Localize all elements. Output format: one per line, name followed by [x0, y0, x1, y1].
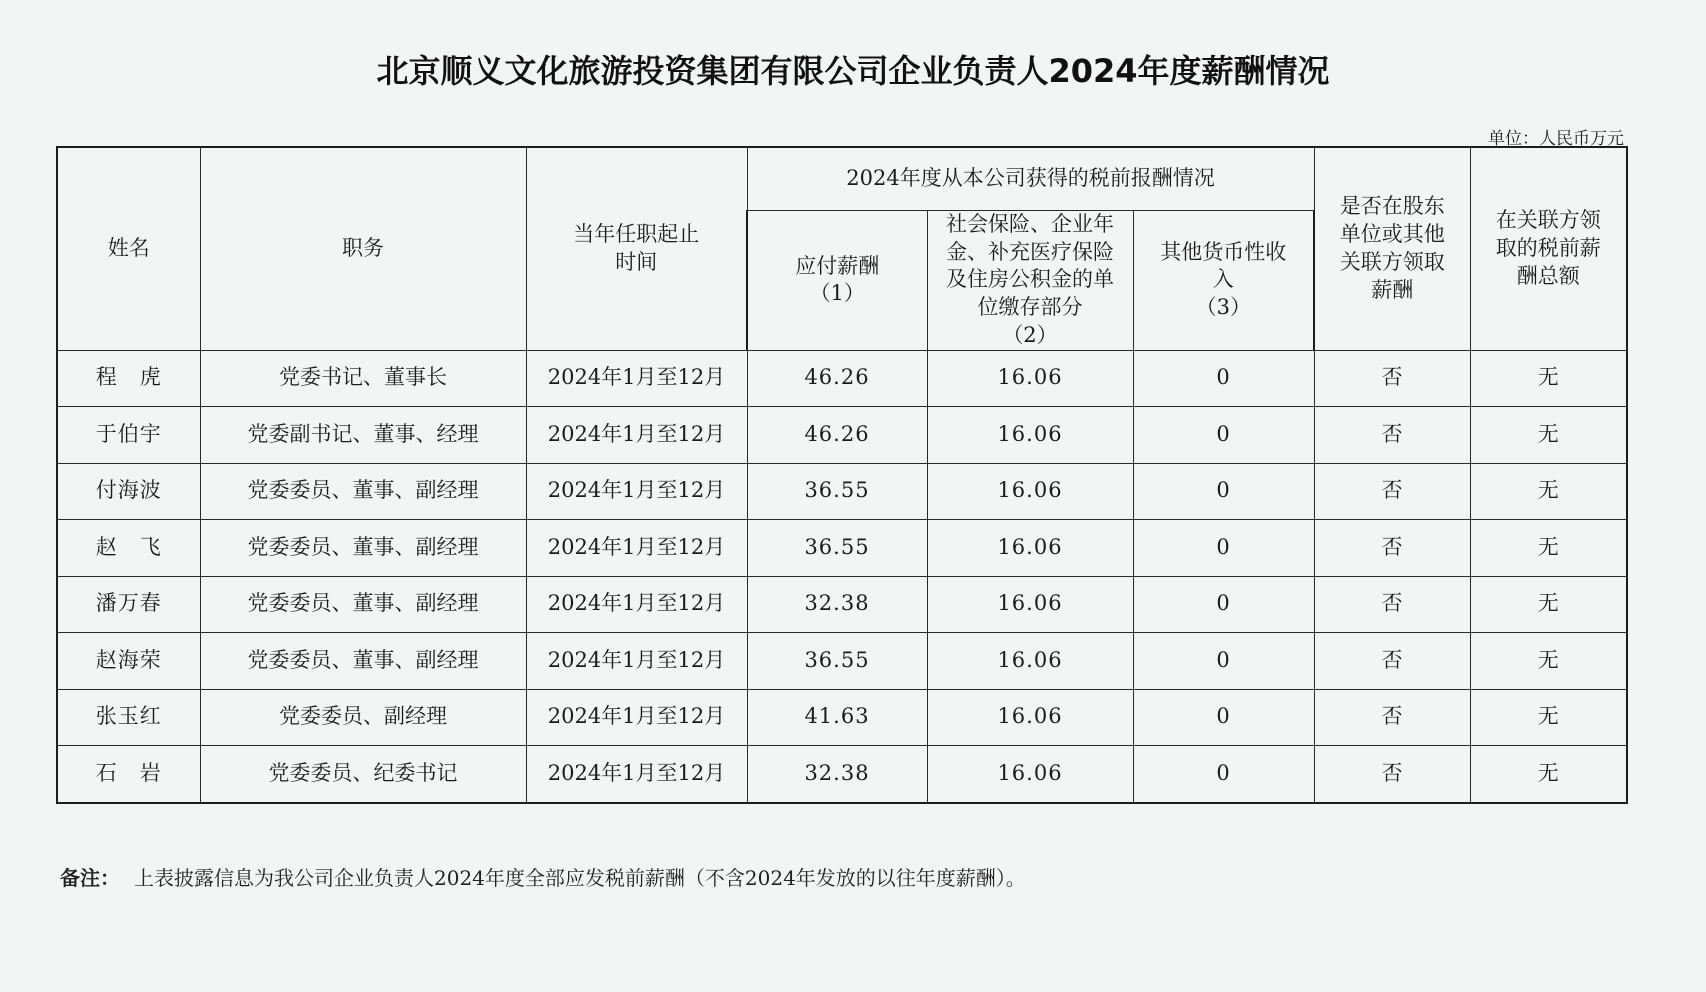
cell-shareholder: 否	[1314, 746, 1470, 803]
header-related-line3: 酬总额	[1516, 263, 1580, 288]
header-shareholder-line1: 是否在股东	[1339, 194, 1445, 219]
cell-position: 党委委员、董事、副经理	[200, 463, 526, 520]
cell-position: 党委书记、董事长	[200, 350, 526, 407]
cell-salary: 46.26	[747, 407, 927, 464]
cell-social: 16.06	[927, 633, 1133, 690]
table-row	[57, 746, 1627, 803]
header-related	[1470, 147, 1627, 350]
cell-name: 潘万春	[57, 576, 200, 633]
cell-other: 0	[1133, 350, 1314, 407]
table-row	[57, 407, 1627, 464]
cell-shareholder: 否	[1314, 689, 1470, 746]
header-salary	[747, 211, 927, 351]
cell-other: 0	[1133, 463, 1314, 520]
cell-related: 无	[1470, 576, 1627, 633]
cell-term: 2024年1月至12月	[526, 407, 747, 464]
cell-related: 无	[1470, 350, 1627, 407]
cell-name: 赵 飞	[57, 520, 200, 577]
header-social-line2: 金、补充医疗保险	[946, 239, 1114, 264]
footnote-text: 上表披露信息为我公司企业负责人2024年度全部应发税前薪酬（不含2024年发放的以往年度薪酬）。	[134, 866, 1026, 890]
table-row	[57, 633, 1627, 690]
header-term	[526, 147, 747, 350]
header-other-line3: （3）	[1195, 295, 1251, 320]
cell-related: 无	[1470, 407, 1627, 464]
cell-term: 2024年1月至12月	[526, 463, 747, 520]
cell-term: 2024年1月至12月	[526, 746, 747, 803]
cell-other: 0	[1133, 746, 1314, 803]
unit-label: 单位：人民币万元	[1488, 129, 1624, 149]
header-other-line2: 入	[1212, 267, 1234, 292]
cell-position: 党委委员、董事、副经理	[200, 520, 526, 577]
cell-term: 2024年1月至12月	[526, 689, 747, 746]
cell-name: 于伯宇	[57, 407, 200, 464]
cell-other: 0	[1133, 576, 1314, 633]
cell-shareholder: 否	[1314, 463, 1470, 520]
salary-table	[56, 146, 1628, 804]
table-row	[57, 576, 1627, 633]
cell-position: 党委委员、副经理	[200, 689, 526, 746]
header-other-line1: 其他货币性收	[1160, 239, 1287, 264]
header-shareholder-line3: 关联方领取	[1339, 249, 1445, 274]
cell-salary: 46.26	[747, 350, 927, 407]
cell-name: 张玉红	[57, 689, 200, 746]
cell-salary: 32.38	[747, 576, 927, 633]
header-name: 姓名	[57, 147, 200, 350]
cell-shareholder: 否	[1314, 407, 1470, 464]
cell-salary: 32.38	[747, 746, 927, 803]
cell-term: 2024年1月至12月	[526, 350, 747, 407]
header-shareholder-line2: 单位或其他	[1339, 222, 1445, 247]
cell-related: 无	[1470, 746, 1627, 803]
header-position: 职务	[200, 147, 526, 350]
cell-shareholder: 否	[1314, 520, 1470, 577]
cell-salary: 36.55	[747, 633, 927, 690]
cell-term: 2024年1月至12月	[526, 633, 747, 690]
footnote	[60, 862, 1026, 891]
header-shareholder	[1314, 147, 1470, 350]
header-related-line1: 在关联方领	[1495, 208, 1601, 233]
header-social-line1: 社会保险、企业年	[946, 212, 1114, 236]
cell-name: 赵海荣	[57, 633, 200, 690]
table-row	[57, 520, 1627, 577]
footnote-label: 备注：	[60, 866, 120, 890]
cell-other: 0	[1133, 407, 1314, 464]
document-title: 北京顺义文化旅游投资集团有限公司企业负责人2024年度薪酬情况	[376, 52, 1330, 90]
header-social-line3: 及住房公积金的单	[946, 267, 1114, 292]
cell-salary: 41.63	[747, 689, 927, 746]
cell-other: 0	[1133, 520, 1314, 577]
cell-name: 石 岩	[57, 746, 200, 803]
header-group: 2024年度从本公司获得的税前报酬情况	[747, 147, 1314, 211]
header-other	[1133, 211, 1314, 351]
cell-related: 无	[1470, 689, 1627, 746]
cell-position: 党委副书记、董事、经理	[200, 407, 526, 464]
cell-social: 16.06	[927, 407, 1133, 464]
header-term-line1: 当年任职起止	[573, 222, 700, 247]
cell-salary: 36.55	[747, 463, 927, 520]
cell-related: 无	[1470, 520, 1627, 577]
cell-other: 0	[1133, 689, 1314, 746]
cell-name: 程 虎	[57, 350, 200, 407]
cell-related: 无	[1470, 633, 1627, 690]
table-row	[57, 689, 1627, 746]
header-social-line4: 位缴存部分	[977, 295, 1083, 320]
cell-related: 无	[1470, 463, 1627, 520]
cell-social: 16.06	[927, 520, 1133, 577]
cell-position: 党委委员、董事、副经理	[200, 576, 526, 633]
cell-social: 16.06	[927, 576, 1133, 633]
cell-salary: 36.55	[747, 520, 927, 577]
header-shareholder-line4: 薪酬	[1371, 277, 1414, 302]
cell-shareholder: 否	[1314, 633, 1470, 690]
table-row	[57, 350, 1627, 407]
header-social-line5: （2）	[1002, 322, 1058, 347]
cell-name: 付海波	[57, 463, 200, 520]
header-salary-line1: 应付薪酬	[795, 253, 880, 278]
cell-position: 党委委员、纪委书记	[200, 746, 526, 803]
cell-term: 2024年1月至12月	[526, 576, 747, 633]
cell-shareholder: 否	[1314, 576, 1470, 633]
cell-social: 16.06	[927, 746, 1133, 803]
cell-social: 16.06	[927, 350, 1133, 407]
header-salary-line2: （1）	[809, 281, 865, 306]
header-term-line2: 时间	[615, 249, 658, 274]
cell-social: 16.06	[927, 689, 1133, 746]
header-related-line2: 取的税前薪	[1495, 235, 1601, 260]
cell-position: 党委委员、董事、副经理	[200, 633, 526, 690]
cell-shareholder: 否	[1314, 350, 1470, 407]
cell-other: 0	[1133, 633, 1314, 690]
table-row	[57, 463, 1627, 520]
cell-term: 2024年1月至12月	[526, 520, 747, 577]
cell-social: 16.06	[927, 463, 1133, 520]
header-social	[927, 211, 1133, 351]
